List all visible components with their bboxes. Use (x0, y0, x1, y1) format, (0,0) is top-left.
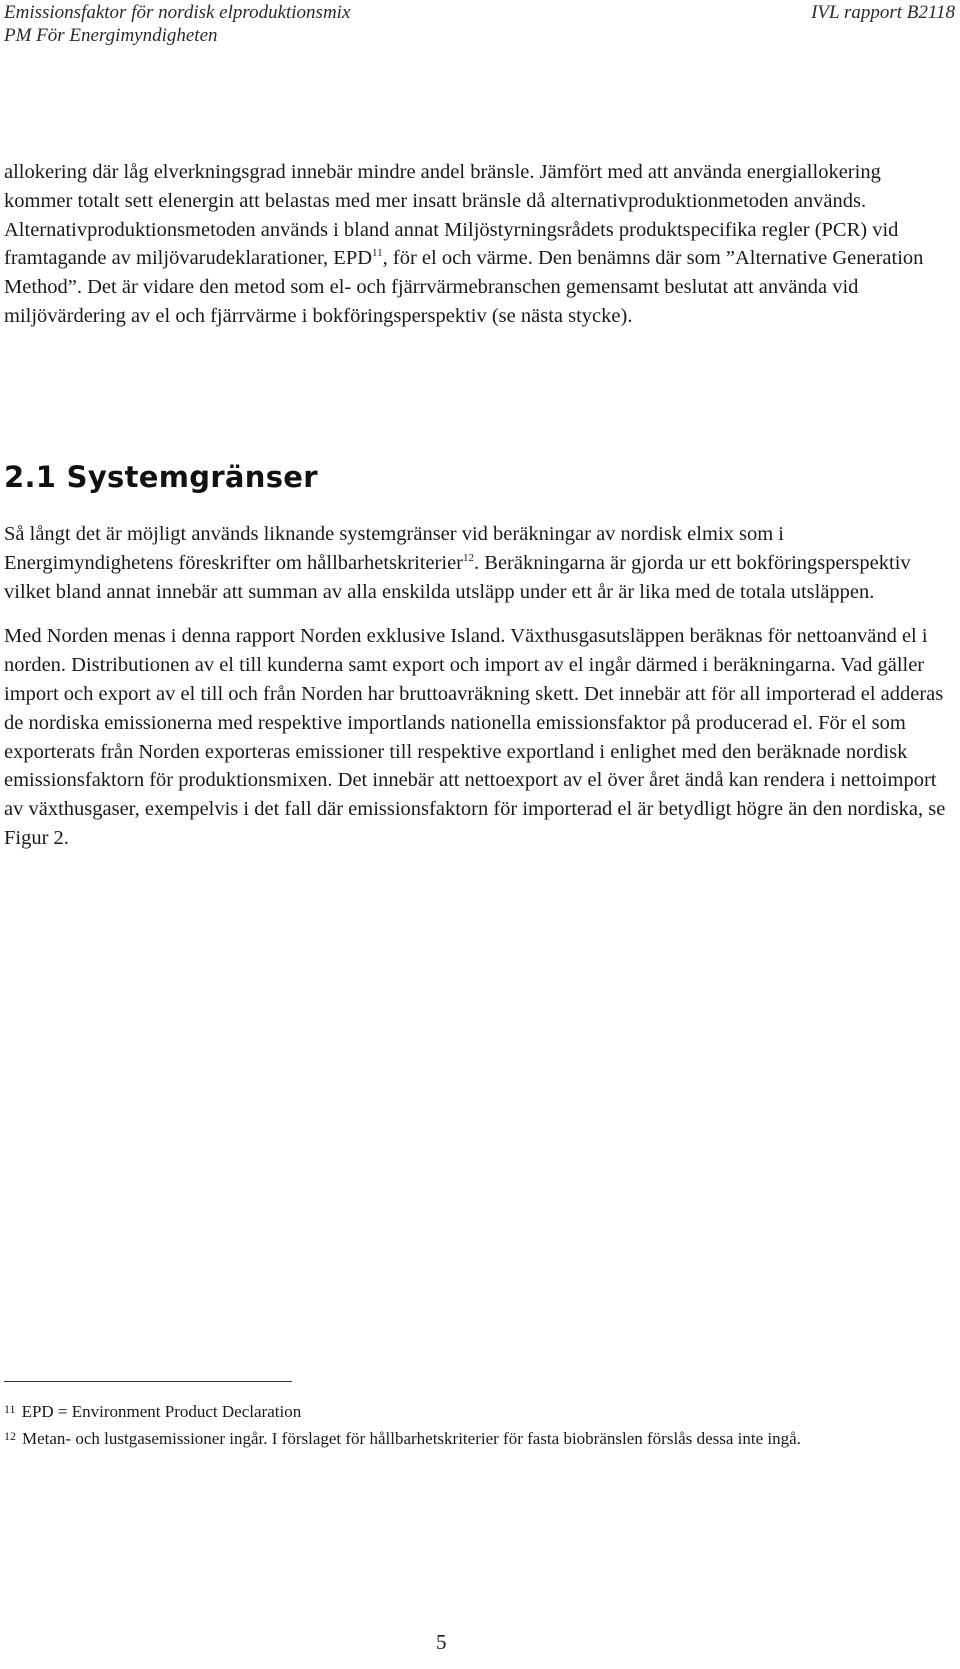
section-paragraph-1 (4, 520, 946, 606)
page-number: 5 (436, 1630, 447, 1654)
intro-text-part1: allokering där låg elverkningsgrad innebär mindre andel bränsle. Jämfört med att använda energiallokering kommer totalt sett elenergin att belastas med mer insatt bränsle då alternativproduktionmetoden används. Alternativproduktionsmetoden används i bland annat Miljöstyrningsrådets produktspecifika regler (PCR) vid framtagande av miljövarudeklarationer, EPD (4, 161, 899, 270)
footnote-divider (4, 1381, 292, 1382)
section-paragraph-2: Med Norden menas i denna rapport Norden exklusive Island. Växthusgasutsläppen beräknas för nettoanvänd el i norden. Distributionen av el till kunderna samt export och import av el ingår därmed i beräkningarna. Vad gäller import och export av el till och från Norden har bruttoavräkning skett. Det innebär att för all importerad el adderas de nordiska emissionerna med respektive importlands nationella emissionsfaktor på producerad el. För el som exporterats från Norden exporteras emissioner till respektive exportland i enlighet med den beräknade nordisk emissionsfaktorn för produktionsmixen. Det innebär att nettoexport av el över året ändå kan rendera i nettoimport av växthusgaser, exempelvis i det fall där emissionsfaktorn för importerad el är betydligt högre än den nordiska, se Figur 2. (4, 625, 946, 849)
footnotes (4, 1398, 904, 1452)
header-report-id: IVL rapport B2118 (811, 2, 955, 23)
footnote-text: Metan- och lustgasemissioner ingår. I förslaget för hållbarhetskriterier för fasta biobränslen förslås dessa inte ingå. (22, 1429, 801, 1448)
footnote-text: EPD = Environment Product Declaration (21, 1402, 302, 1421)
section-body (4, 520, 946, 869)
section-heading: 2.1 Systemgränser (4, 460, 318, 494)
footnote-ref-12[interactable]: 12 (463, 551, 475, 564)
header-document-subtitle: PM För Energimyndigheten (4, 25, 218, 46)
footnote-number: 12 (4, 1429, 16, 1443)
header-left (4, 1, 350, 47)
header-document-title: Emissionsfaktor för nordisk elproduktionsmix (4, 2, 351, 23)
page-header (0, 0, 960, 60)
section-p1-part2: . Beräkningarna är gjorda ur ett bokföringsperspektiv vilket bland annat innebär att summan av alla enskilda utsläpp under ett år är lika med de totala utsläppen. (4, 551, 911, 603)
intro-paragraph-block (4, 158, 946, 331)
intro-paragraph (4, 158, 946, 331)
footnote-ref-11[interactable]: 11 (372, 247, 383, 260)
footnote-11 (4, 1398, 904, 1423)
footnote-12 (4, 1425, 904, 1450)
footnote-number: 11 (4, 1402, 16, 1416)
section-p1-part1: Så långt det är möjligt används liknande systemgränser vid beräkningar av nordisk elmix som i Energimyndighetens föreskrifter om hållbarhetskriterier (4, 523, 784, 574)
intro-text-part2: , för el och värme. Den benämns där som ”Alternative Generation Method”. Det är vidare den metod som el- och fjärrvärmebranschen gemensamt beslutat att använda vid miljövärdering av el och fjärrvärme i bokföringsperspektiv (se nästa stycke). (4, 247, 924, 327)
